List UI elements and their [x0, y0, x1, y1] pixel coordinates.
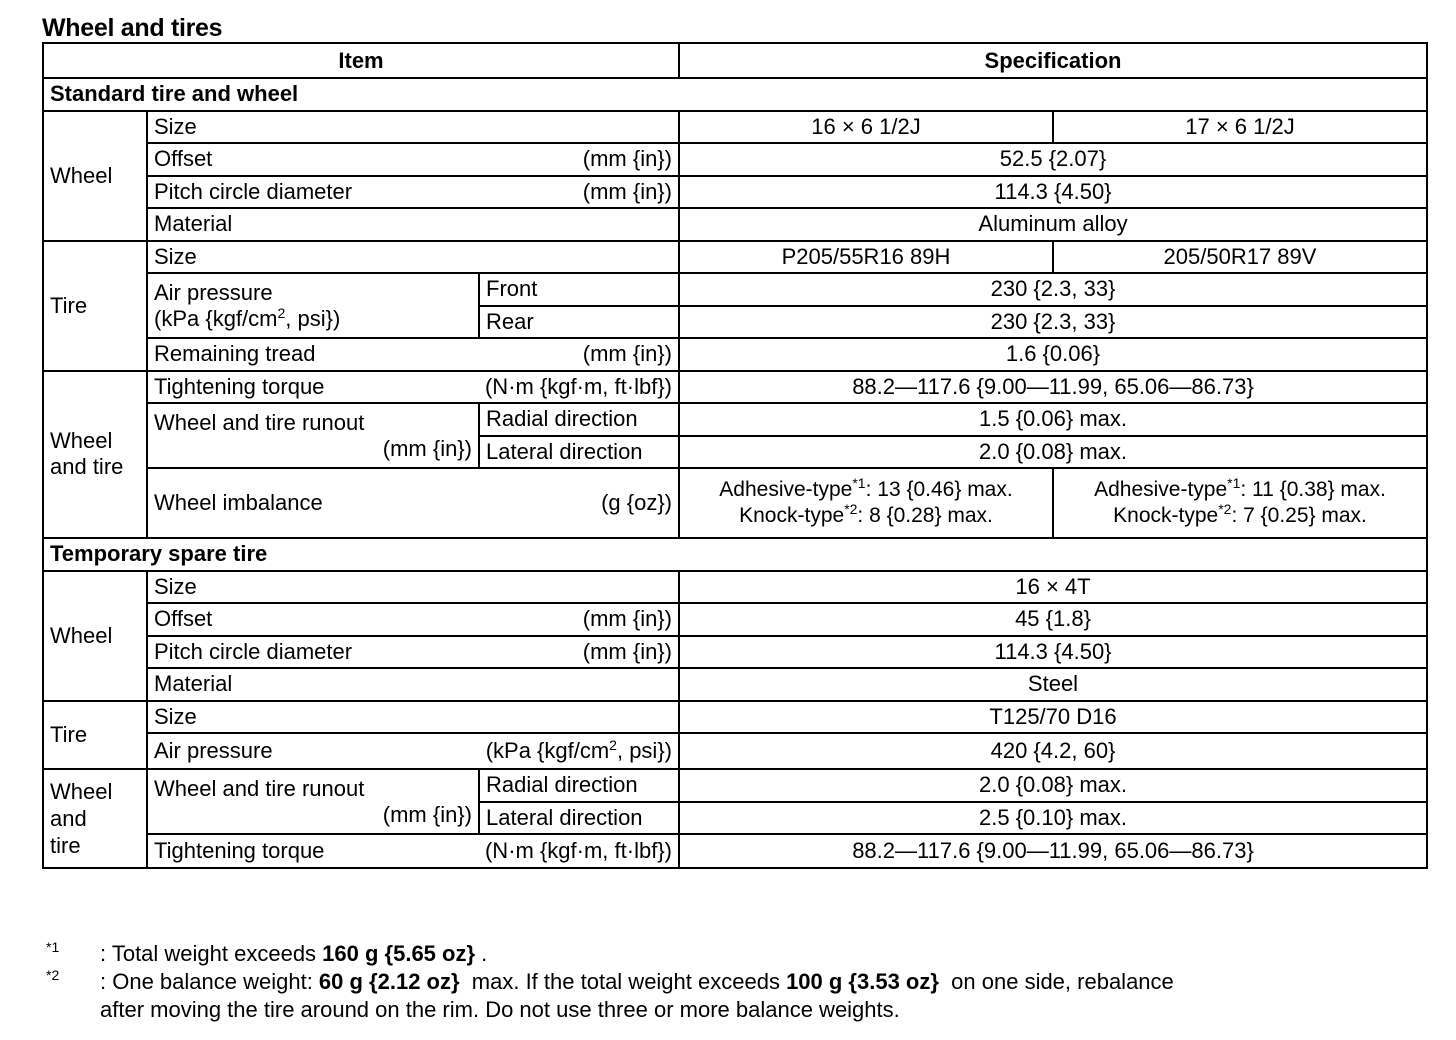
table-row	[43, 668, 1427, 701]
spare-tire-size-label: Size	[147, 701, 679, 734]
table-row	[43, 733, 1427, 769]
unit-label: (mm {in})	[582, 146, 672, 172]
spare-radial-value: 2.0 {0.08} max.	[679, 769, 1427, 802]
page-title: Wheel and tires	[42, 14, 223, 42]
torque-value: 88.2—117.6 {9.00—11.99, 65.06—86.73}	[679, 371, 1427, 404]
row-label	[147, 636, 679, 669]
row-label	[147, 143, 679, 176]
text-part: : Total weight exceeds	[100, 941, 323, 966]
air-pressure-label-cell	[147, 273, 479, 338]
row-label	[147, 468, 679, 538]
text-part: Knock-type	[1113, 504, 1219, 527]
material-value: Aluminum alloy	[679, 208, 1427, 241]
text-part: max. If the total weight exceeds	[459, 969, 787, 994]
tire-size-label: Size	[147, 241, 679, 274]
runout-label-cell	[147, 403, 479, 468]
spare-wheel-size-value: 16 × 4T	[679, 571, 1427, 604]
imbalance-knock	[686, 503, 1046, 529]
unit-label	[486, 738, 672, 764]
section-row	[43, 78, 1427, 111]
imbalance-value-17	[1053, 468, 1427, 538]
unit-superscript: 2	[277, 304, 286, 321]
footnote-mark	[46, 968, 100, 1024]
row-label	[147, 733, 679, 769]
text-part: : 13 {0.46} max.	[865, 478, 1013, 501]
row-label	[147, 338, 679, 371]
runout-unit: (mm {in})	[382, 435, 472, 461]
table-row	[43, 208, 1427, 241]
front-value: 230 {2.3, 33}	[679, 273, 1427, 306]
unit-part: , psi})	[616, 738, 672, 763]
rear-label: Rear	[479, 306, 679, 339]
group-wheel-and-tire	[43, 769, 147, 868]
text-part: : 8 {0.28} max.	[857, 504, 993, 527]
tread-label: Remaining tread	[154, 341, 316, 367]
spare-wheel-size-label: Size	[147, 571, 679, 604]
text-part: Adhesive-type	[719, 478, 853, 501]
wheel-size-16: 16 × 6 1/2J	[679, 111, 1053, 144]
pcd-value: 114.3 {4.50}	[679, 176, 1427, 209]
row-label	[147, 834, 679, 868]
group-tire: Tire	[43, 701, 147, 770]
table-row	[43, 571, 1427, 604]
spare-air-label: Air pressure	[154, 738, 273, 763]
unit-part: (kPa {kgf/cm	[485, 738, 610, 763]
spare-lateral-label: Lateral direction	[479, 802, 679, 835]
section-spare: Temporary spare tire	[43, 538, 1427, 571]
spare-air-value: 420 {4.2, 60}	[679, 733, 1427, 769]
unit-part: (kPa {kgf/cm	[154, 305, 278, 331]
text-bold: 160 g {5.65 oz}	[322, 941, 476, 966]
table-row	[43, 769, 1427, 802]
footnote-mark: *1	[1227, 475, 1241, 491]
footnote-text	[100, 940, 487, 968]
imbalance-adhesive	[1060, 477, 1420, 503]
rear-value: 230 {2.3, 33}	[679, 306, 1427, 339]
group-label: Wheel and tire	[50, 779, 113, 858]
table-row	[43, 241, 1427, 274]
table-row	[43, 834, 1427, 868]
footnote-mark	[46, 940, 100, 968]
row-label: Size	[147, 111, 679, 144]
air-pressure-label: Air pressure	[154, 279, 273, 305]
imbalance-label: Wheel imbalance	[154, 490, 323, 515]
air-pressure-unit	[154, 306, 472, 332]
table-row	[43, 143, 1427, 176]
spare-offset-label: Offset	[154, 606, 213, 632]
table-row	[43, 111, 1427, 144]
spare-material-value: Steel	[679, 668, 1427, 701]
group-wheel: Wheel	[43, 571, 147, 701]
table-row	[43, 403, 1427, 436]
spare-torque-label: Tightening torque	[154, 838, 325, 863]
text-part: : 11 {0.38} max.	[1240, 478, 1386, 501]
radial-label: Radial direction	[479, 403, 679, 436]
offset-label: Offset	[154, 146, 213, 172]
unit-label: (mm {in})	[582, 341, 672, 367]
lateral-value: 2.0 {0.08} max.	[679, 436, 1427, 469]
offset-value: 52.5 {2.07}	[679, 143, 1427, 176]
header-item: Item	[43, 43, 679, 78]
spare-lateral-value: 2.5 {0.10} max.	[679, 802, 1427, 835]
text-bold: 60 g {2.12 oz}	[318, 969, 460, 994]
table-row	[43, 636, 1427, 669]
unit-label: (mm {in})	[582, 178, 672, 204]
spare-runout-unit: (mm {in})	[382, 801, 472, 827]
spare-torque-value: 88.2—117.6 {9.00—11.99, 65.06—86.73}	[679, 834, 1427, 868]
group-tire: Tire	[43, 241, 147, 371]
footnote-mark-text: *1	[46, 939, 60, 955]
wheel-size-17: 17 × 6 1/2J	[1053, 111, 1427, 144]
table-row	[43, 273, 1427, 306]
section-row	[43, 538, 1427, 571]
row-label	[147, 603, 679, 636]
footnote-line: after moving the tire around on the rim. Do not use three or more balance weights.	[100, 997, 900, 1022]
spare-radial-label: Radial direction	[479, 769, 679, 802]
text-part: Adhesive-type	[1094, 478, 1228, 501]
spare-material-label: Material	[147, 668, 679, 701]
unit-superscript: 2	[609, 737, 617, 753]
footnote-mark: *1	[852, 475, 866, 491]
text-part: : One balance weight:	[100, 969, 319, 994]
text-part: .	[475, 941, 488, 966]
header-specification: Specification	[679, 43, 1427, 78]
spare-runout-label: Wheel and tire runout	[154, 775, 365, 801]
footnote-1	[46, 940, 1446, 968]
unit-label: (mm {in})	[582, 606, 672, 632]
imbalance-knock	[1060, 503, 1420, 529]
table-row	[43, 338, 1427, 371]
section-standard: Standard tire and wheel	[43, 78, 1427, 111]
footnote-line	[100, 968, 1174, 996]
radial-value: 1.5 {0.06} max.	[679, 403, 1427, 436]
footnote-mark-text: *2	[46, 967, 60, 983]
material-label: Material	[147, 208, 679, 241]
text-part: Knock-type	[739, 504, 845, 527]
torque-label: Tightening torque	[154, 373, 325, 399]
header-row	[43, 43, 1427, 78]
spare-tire-size-value: T125/70 D16	[679, 701, 1427, 734]
spare-offset-value: 45 {1.8}	[679, 603, 1427, 636]
spare-runout-label-cell	[147, 769, 479, 834]
tread-value: 1.6 {0.06}	[679, 338, 1427, 371]
footnote-mark: *2	[844, 501, 858, 517]
imbalance-adhesive	[686, 477, 1046, 503]
front-label: Front	[479, 273, 679, 306]
wheel-tire-spec-table	[42, 42, 1428, 869]
spare-pcd-value: 114.3 {4.50}	[679, 636, 1427, 669]
table-row	[43, 468, 1427, 538]
unit-part: , psi})	[285, 305, 341, 331]
text-part: on one side, rebalance	[938, 969, 1174, 994]
footnote-text	[100, 968, 1174, 1024]
text-part: : 7 {0.25} max.	[1231, 504, 1367, 527]
text-bold: 100 g {3.53 oz}	[786, 969, 939, 994]
unit-label: (N·m {kgf·m, ft·lbf})	[484, 838, 672, 863]
lateral-label: Lateral direction	[479, 436, 679, 469]
unit-label: (g {oz})	[601, 490, 672, 515]
pcd-label: Pitch circle diameter	[154, 178, 353, 204]
footnotes	[46, 940, 1446, 1024]
tire-size-16: P205/55R16 89H	[679, 241, 1053, 274]
table-row	[43, 603, 1427, 636]
table-row	[43, 701, 1427, 734]
row-label	[147, 176, 679, 209]
runout-label: Wheel and tire runout	[154, 409, 365, 435]
group-wheel: Wheel	[43, 111, 147, 241]
imbalance-value-16	[679, 468, 1053, 538]
footnote-mark: *2	[1218, 501, 1232, 517]
spare-pcd-label: Pitch circle diameter	[154, 638, 353, 664]
table-row	[43, 176, 1427, 209]
table-row	[43, 371, 1427, 404]
group-wheel-and-tire: Wheel and tire	[43, 371, 147, 539]
tire-size-17: 205/50R17 89V	[1053, 241, 1427, 274]
footnote-2	[46, 968, 1446, 1024]
row-label	[147, 371, 679, 404]
unit-label: (N·m {kgf·m, ft·lbf})	[484, 373, 672, 399]
unit-label: (mm {in})	[582, 638, 672, 664]
